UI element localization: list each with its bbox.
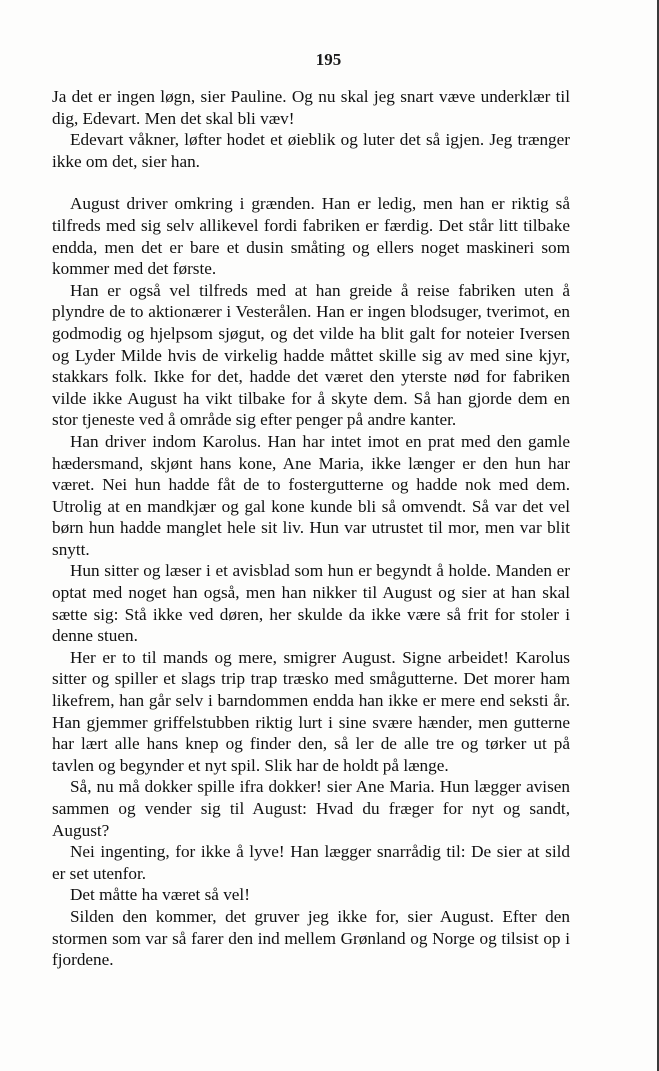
paragraph: August driver omkring i grænden. Han er ledig, men han er riktig så tilfreds med sig selv allikevel fordi fabriken er færdig. Det står litt tilbake endda, men det er bare et dusin småting og ellers noget maskineri som kommer med det første. (52, 194, 570, 279)
paragraph: Nei ingenting, for ikke å lyve! Han lægger snarrådig til: De sier at sild er set utenfor. (52, 842, 570, 883)
paragraph: Så, nu må dokker spille ifra dokker! sier Ane Maria. Hun lægger avisen sammen og vender sig til August: Hvad du fræger for nyt og sandt, August? (52, 777, 570, 840)
paragraph: Det måtte ha været så vel! (70, 885, 250, 905)
paragraph: Hun sitter og læser i et avisblad som hun er begyndt å holde. Manden er optat med noget han også, men han nikker til August og sier at han skal sætte sig: Stå ikke ved døren, her skulde da ikke være så frit for stoler i denne stuen. (52, 561, 570, 646)
paragraph: Her er to til mands og mere, smigrer August. Signe arbeidet! Karolus sitter og spiller et slags trip trap træsko med smågutterne. Det morer ham likefrem, han går selv i barndommen endda han ikke er mere end seksti år. Han gjemmer griffelstubben riktig lurt i sine svære hænder, men gutterne har lært alle hans knep og finder den, så ler de alle tre og tørker ut på tavlen og begynder et nyt spil. Slik har de holdt på længe. (52, 647, 570, 775)
paragraph: Edevart våkner, løfter hodet et øieblik og luter det så igjen. Jeg trænger ikke om det, sier han. (52, 130, 570, 171)
paragraph: Han driver indom Karolus. Han har intet imot en prat med den gamle hædersmand, skjønt hans kone, Ane Maria, ikke længer er den hun har været. Nei hun hadde fåt de to fostergutterne og hadde nok med dem. Utrolig at en mandkjær og gal kone kunde bli så omvendt. Så var det vel børn hun hadde manglet hele sit liv. Hun var utrustet til mor, men var blit snytt. (52, 431, 570, 559)
paragraph: Silden den kommer, det gruver jeg ikke for, sier August. Efter den stormen som var så farer den ind mellem Grønland og Norge og tilsist op i fjordene. (52, 906, 570, 970)
body-text (52, 86, 570, 971)
paragraph: Ja det er ingen løgn, sier Pauline. Og nu skal jeg snart væve underklær til dig, Edevart. Men det skal bli væv! (52, 87, 570, 128)
page-number: 195 (315, 50, 342, 69)
paragraph: Han er også vel tilfreds med at han greide å reise fabriken uten å plyndre de to aktionærer i Vesterålen. Han er ingen blodsuger, tverimot, en godmodig og hjelpsom sjøgut, og det vilde ha blit galt for noteier Iversen og Lyder Milde hvis de virkelig hadde måttet skille sig av med sine kjyr, stakkars folk. Ikke for det, hadde det været den yterste nød for fabriken vilde ikke August ha vikt tilbake for å skyte dem. Så han gjorde dem en stor tjeneste ved å område sig efter penger på andre kanter. (52, 280, 570, 430)
section-break (52, 172, 570, 193)
